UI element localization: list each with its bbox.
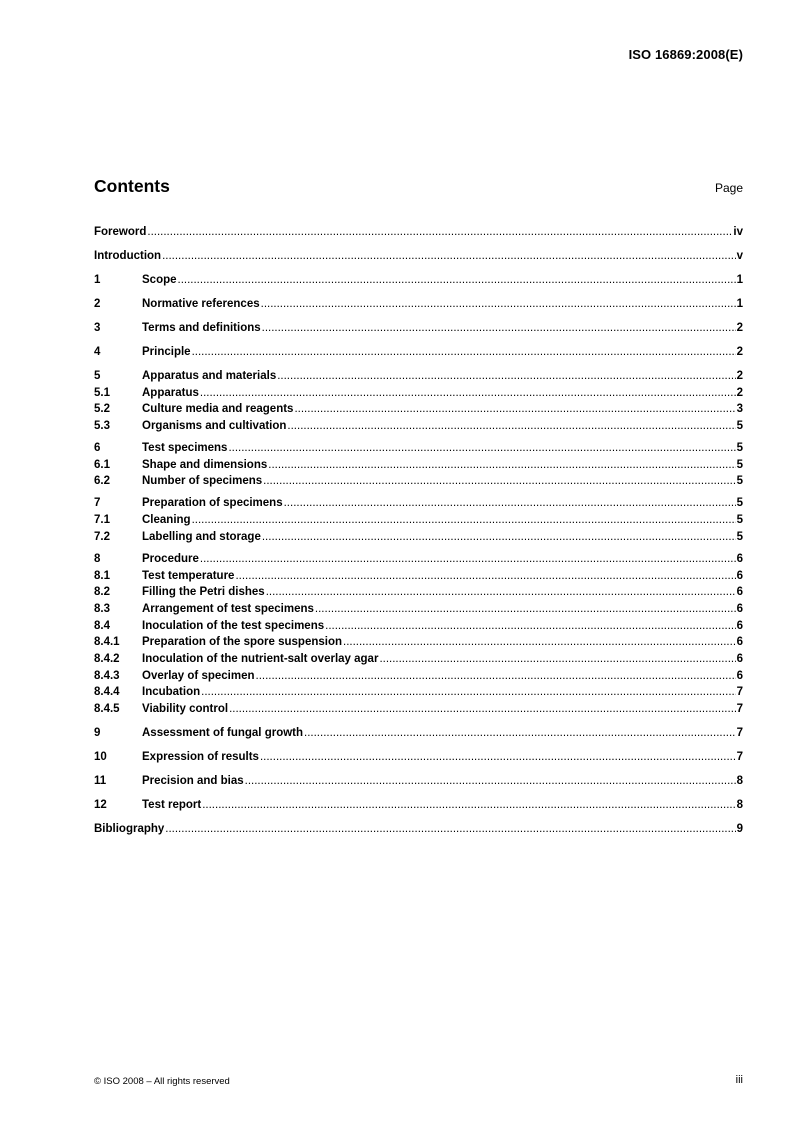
toc-entry-title[interactable]: Organisms and cultivation <box>142 420 287 433</box>
toc-entry[interactable] <box>94 552 743 566</box>
toc-entry-page: 5 <box>736 530 743 543</box>
toc-dot-leader <box>325 619 735 633</box>
toc-entry-title[interactable]: Test report <box>142 799 202 811</box>
toc-dot-leader <box>263 474 735 488</box>
toc-dot-leader <box>245 774 736 788</box>
toc-dot-leader <box>256 669 736 683</box>
toc-entry-number: 7.1 <box>94 514 110 527</box>
toc-dot-leader <box>162 249 736 263</box>
toc-entry-number: 7 <box>94 497 101 510</box>
toc-entry-title[interactable]: Inoculation of the nutrient-salt overlay agar <box>142 652 379 665</box>
toc-entry[interactable] <box>94 798 743 812</box>
toc-dot-leader <box>192 345 736 359</box>
toc-entry-page: 8 <box>736 799 743 811</box>
toc-entry[interactable] <box>94 726 743 740</box>
toc-entry-title[interactable]: Shape and dimensions <box>142 458 268 471</box>
toc-dot-leader <box>294 402 735 416</box>
toc-entry-number: 6 <box>94 442 101 455</box>
toc-entry-page: 6 <box>736 552 743 565</box>
toc-entry-number: 8.2 <box>94 586 110 599</box>
toc-dot-leader <box>379 652 735 666</box>
toc-entry-title[interactable]: Apparatus <box>142 386 199 399</box>
toc-entry-number: 7.2 <box>94 530 110 543</box>
toc-entry-page: 5 <box>736 458 743 471</box>
toc-entry-number: 4 <box>94 346 101 358</box>
toc-entry[interactable] <box>94 669 743 683</box>
toc-entry-number: 1 <box>94 274 101 286</box>
toc-entry-title[interactable]: Incubation <box>142 686 201 699</box>
toc-entry-page: 6 <box>736 586 743 599</box>
toc-entry-page: 7 <box>736 727 743 739</box>
toc-entry-page: 8 <box>736 775 743 787</box>
toc-entry-page: 3 <box>736 403 743 416</box>
toc-entry-number: 8.4.1 <box>94 636 120 649</box>
toc-dot-leader <box>262 530 736 544</box>
toc-entry-number: 8 <box>94 552 101 565</box>
toc-entry-page: 5 <box>736 514 743 527</box>
toc-entry-page: 7 <box>736 703 743 715</box>
toc-entry-title[interactable]: Test specimens <box>142 442 228 455</box>
toc-entry-number: 8.4.3 <box>94 669 120 682</box>
toc-entry[interactable] <box>94 702 743 716</box>
toc-entry-number: 5.3 <box>94 420 110 433</box>
toc-entry-page: 6 <box>736 669 743 682</box>
toc-entry[interactable] <box>94 602 743 616</box>
toc-entry-page: 6 <box>736 619 743 632</box>
toc-dot-leader <box>200 552 736 566</box>
toc-dot-leader <box>235 569 735 583</box>
toc-entry-page: 5 <box>736 497 743 510</box>
toc-entry-number: 6.2 <box>94 475 110 488</box>
toc-entry-title[interactable]: Normative references <box>142 298 260 310</box>
toc-entry-title[interactable]: Preparation of the spore suspension <box>142 636 343 649</box>
toc-entry-page: 5 <box>736 475 743 488</box>
toc-dot-leader <box>260 750 736 764</box>
page-number: iii <box>735 1074 743 1086</box>
toc-entry[interactable] <box>94 652 743 666</box>
table-of-contents <box>94 225 743 836</box>
toc-dot-leader <box>284 496 736 510</box>
toc-entry[interactable] <box>94 441 743 455</box>
toc-entry-page: v <box>736 250 743 262</box>
toc-entry-number: 6.1 <box>94 458 110 471</box>
toc-entry-title[interactable]: Terms and definitions <box>142 322 261 334</box>
toc-entry[interactable] <box>94 530 743 544</box>
toc-entry[interactable] <box>94 685 743 699</box>
toc-dot-leader <box>178 273 736 287</box>
toc-entry-title[interactable]: Arrangement of test specimens <box>142 602 314 615</box>
toc-entry[interactable] <box>94 419 743 433</box>
toc-entry-number: 8.4 <box>94 619 110 632</box>
toc-dot-leader <box>266 585 736 599</box>
toc-entry-page: 7 <box>736 686 743 699</box>
page-column-label: Page <box>714 181 743 195</box>
toc-entry-title[interactable]: Labelling and storage <box>142 530 261 543</box>
toc-entry-number: 10 <box>94 751 107 763</box>
toc-dot-leader <box>202 798 735 812</box>
toc-dot-leader <box>229 702 736 716</box>
toc-entry-page: 2 <box>736 346 743 358</box>
toc-entry[interactable] <box>94 750 743 764</box>
toc-entry-number: 8.3 <box>94 602 110 615</box>
toc-dot-leader <box>165 822 735 836</box>
toc-dot-leader <box>315 602 736 616</box>
toc-entry-title[interactable]: Assessment of fungal growth <box>142 727 304 739</box>
contents-title: Contents <box>94 176 170 196</box>
toc-dot-leader <box>261 297 736 311</box>
toc-entry-title[interactable]: Precision and bias <box>142 775 244 787</box>
toc-entry[interactable] <box>94 496 743 510</box>
toc-entry-page: iv <box>733 226 743 238</box>
toc-entry[interactable] <box>94 474 743 488</box>
toc-entry-title[interactable]: Culture media and reagents <box>142 403 294 416</box>
toc-entry-title[interactable]: Principle <box>142 346 191 358</box>
toc-dot-leader <box>262 321 736 335</box>
toc-entry-page: 2 <box>736 386 743 399</box>
toc-entry[interactable] <box>94 635 743 649</box>
toc-entry-title[interactable]: Inoculation of the test specimens <box>142 619 325 632</box>
toc-dot-leader <box>147 225 732 239</box>
toc-entry-title[interactable]: Overlay of specimen <box>142 669 255 682</box>
toc-entry-title[interactable]: Expression of results <box>142 751 259 763</box>
toc-entry[interactable] <box>94 402 743 416</box>
document-id: ISO 16869:2008(E) <box>628 47 743 62</box>
toc-entry[interactable] <box>94 369 743 383</box>
toc-entry-title[interactable]: Viability control <box>142 703 229 715</box>
copyright-notice: © ISO 2008 – All rights reserved <box>94 1076 230 1087</box>
toc-entry-number: 11 <box>94 775 107 787</box>
toc-entry-number: 8.4.4 <box>94 686 120 699</box>
toc-entry-page: 2 <box>736 370 743 382</box>
toc-entry-number: 5 <box>94 370 101 382</box>
toc-dot-leader <box>343 635 736 649</box>
toc-entry-title[interactable]: Foreword <box>94 226 147 238</box>
toc-entry[interactable] <box>94 513 743 527</box>
toc-entry-title[interactable]: Bibliography <box>94 823 165 835</box>
toc-entry[interactable] <box>94 386 743 400</box>
toc-entry-number: 8.4.2 <box>94 652 120 665</box>
toc-entry-title[interactable]: Cleaning <box>142 514 191 527</box>
toc-dot-leader <box>192 513 736 527</box>
toc-entry-title[interactable]: Scope <box>142 274 177 286</box>
toc-entry-title[interactable]: Procedure <box>142 552 199 565</box>
toc-entry[interactable] <box>94 585 743 599</box>
toc-entry-title[interactable]: Preparation of specimens <box>142 497 283 510</box>
toc-entry-page: 6 <box>736 569 743 582</box>
toc-dot-leader <box>201 685 735 699</box>
toc-entry-number: 5.2 <box>94 403 110 416</box>
toc-entry-title[interactable]: Test temperature <box>142 569 235 582</box>
toc-entry-page: 6 <box>736 602 743 615</box>
toc-entry-page: 7 <box>736 751 743 763</box>
toc-entry-page: 2 <box>736 322 743 334</box>
toc-dot-leader <box>277 369 735 383</box>
toc-dot-leader <box>200 386 736 400</box>
toc-entry[interactable] <box>94 458 743 472</box>
toc-entry-title[interactable]: Filling the Petri dishes <box>142 586 265 599</box>
toc-entry-number: 9 <box>94 727 101 739</box>
toc-entry-title[interactable]: Apparatus and materials <box>142 370 277 382</box>
toc-entry-page: 6 <box>736 652 743 665</box>
toc-entry[interactable] <box>94 249 743 263</box>
toc-entry-number: 12 <box>94 799 107 811</box>
toc-entry-number: 8.1 <box>94 569 110 582</box>
toc-entry-title[interactable]: Introduction <box>94 250 162 262</box>
toc-entry[interactable] <box>94 822 743 836</box>
toc-dot-leader <box>287 419 735 433</box>
toc-entry-number: 2 <box>94 298 101 310</box>
toc-dot-leader <box>268 458 735 472</box>
toc-dot-leader <box>304 726 736 740</box>
toc-entry-page: 1 <box>736 298 743 310</box>
toc-entry-page: 1 <box>736 274 743 286</box>
toc-entry[interactable] <box>94 297 743 311</box>
toc-entry[interactable] <box>94 774 743 788</box>
toc-entry[interactable] <box>94 345 743 359</box>
toc-entry[interactable] <box>94 225 743 239</box>
toc-entry-page: 5 <box>736 420 743 433</box>
toc-entry-number: 3 <box>94 322 101 334</box>
toc-entry-number: 8.4.5 <box>94 703 120 715</box>
toc-entry-page: 5 <box>736 442 743 455</box>
toc-entry[interactable] <box>94 273 743 287</box>
toc-dot-leader <box>228 441 735 455</box>
toc-entry-page: 9 <box>736 823 743 835</box>
toc-entry-page: 6 <box>736 636 743 649</box>
toc-entry-number: 5.1 <box>94 386 110 399</box>
toc-entry-title[interactable]: Number of specimens <box>142 475 263 488</box>
toc-entry[interactable] <box>94 619 743 633</box>
toc-entry[interactable] <box>94 569 743 583</box>
toc-entry[interactable] <box>94 321 743 335</box>
